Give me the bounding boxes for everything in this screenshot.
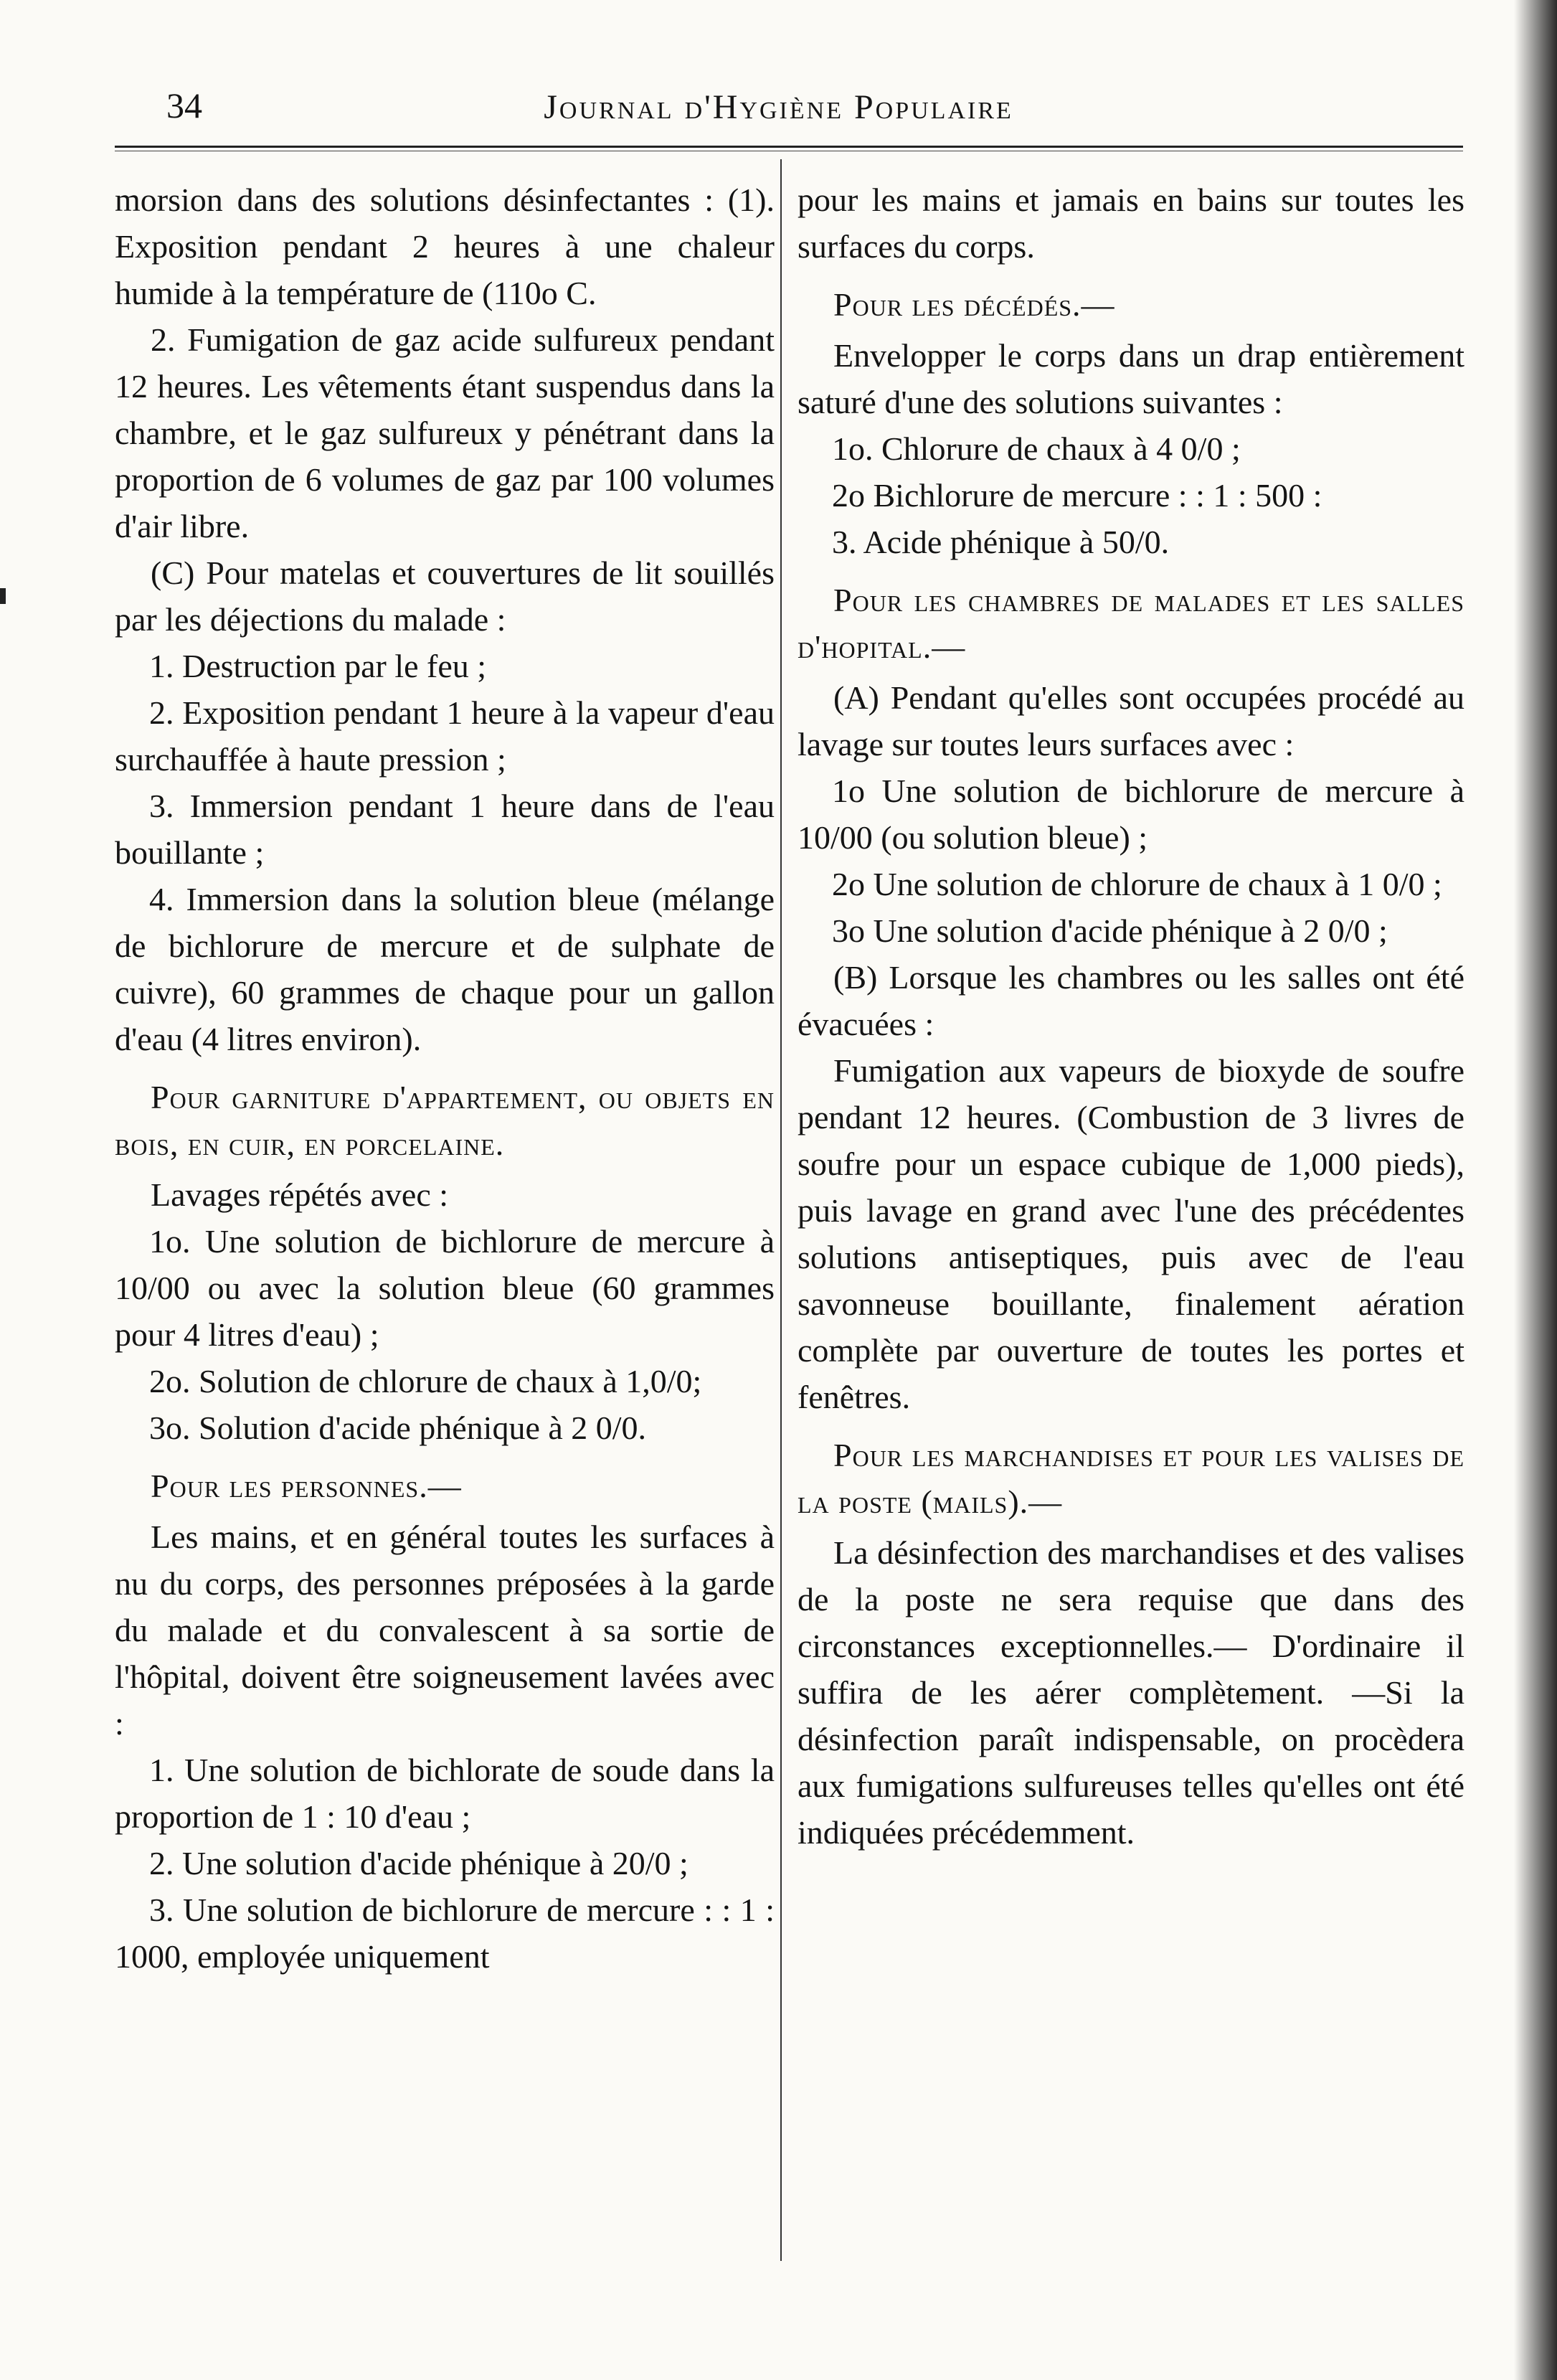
list-item: 1o. Une solution de bichlorure de mercure à 10/00 ou avec la solution bleue (60 grammes pour 4 litres d'eau) ; xyxy=(115,1223,775,1353)
list-item: 3. Une solution de bichlorure de mercure : : 1 : 1000, employée uniquement xyxy=(115,1892,775,1975)
paragraph: (B) Lorsque les chambres ou les salles ont été évacuées : xyxy=(798,959,1464,1042)
scan-edge-shadow xyxy=(1514,0,1557,2380)
page-number: 34 xyxy=(166,85,202,126)
column-divider xyxy=(780,159,782,2261)
paragraph: pour les mains et jamais en bains sur toutes les surfaces du corps. xyxy=(798,181,1464,265)
paragraph: Envelopper le corps dans un drap entièrement saturé d'une des solutions suivantes : xyxy=(798,337,1464,420)
list-item: 3o Une solution d'acide phénique à 2 0/0 ; xyxy=(832,912,1388,949)
list-item: 2. Exposition pendant 1 heure à la vapeur d'eau surchauffée à haute pression ; xyxy=(115,694,775,778)
paragraph: 2. Fumigation de gaz acide sulfureux pendant 12 heures. Les vêtements étant suspendus dans la chambre, et le gaz sulfureux y pénétrant dans la proportion de 6 volumes de gaz par 100 volumes d'air libre. xyxy=(115,321,775,544)
section-heading: Pour les personnes.— xyxy=(151,1468,462,1504)
section-heading: Pour garniture d'appartement, ou objets en bois, en cuir, en porcelaine. xyxy=(115,1079,775,1162)
list-item: 1o Une solution de bichlorure de mercure à 10/00 (ou solution bleue) ; xyxy=(798,773,1464,856)
scan-mark xyxy=(0,588,6,604)
list-item: 1. Destruction par le feu ; xyxy=(149,648,487,684)
list-item: 3. Acide phénique à 50/0. xyxy=(832,524,1170,560)
header-rule xyxy=(115,146,1463,151)
paragraph: Fumigation aux vapeurs de bioxyde de soufre pendant 12 heures. (Combustion de 3 livres de soufre pour un espace cubique de 1,000 pieds), puis lavage en grand avec l'une des précédentes solutions antiseptiques, puis avec de l'eau savonneuse bouillante, finalement aération complète par ouverture de toutes les portes et fenêtres. xyxy=(798,1052,1464,1415)
right-column xyxy=(798,176,1464,1856)
running-head: Journal d'Hygiène Populaire xyxy=(544,88,1013,126)
list-item: 1. Une solution de bichlorate de soude dans la proportion de 1 : 10 d'eau ; xyxy=(115,1752,775,1835)
paragraph: Les mains, et en général toutes les surfaces à nu du corps, des personnes préposées à la garde du malade et du convalescent à sa sortie de l'hôpital, doivent être soigneusement lavées avec : xyxy=(115,1519,775,1742)
paragraph: morsion dans des solutions désinfectantes : (1). Exposition pendant 2 heures à une chaleur humide à la température de (110o C. xyxy=(115,181,775,311)
paragraph: (A) Pendant qu'elles sont occupées procédé au lavage sur toutes leurs surfaces avec : xyxy=(798,679,1464,762)
left-column xyxy=(115,176,775,1980)
paragraph: La désinfection des marchandises et des valises de la poste ne sera requise que dans des circonstances exceptionnelles.— D'ordinaire il suffira de les aérer complètement. —Si la désinfection paraît indispensable, on procèdera aux fumigations sulfureuses telles qu'elles ont été indiquées précédemment. xyxy=(798,1534,1464,1851)
list-item: 2o Bichlorure de mercure : : 1 : 500 : xyxy=(832,477,1322,514)
list-item: 2o. Solution de chlorure de chaux à 1,0/0; xyxy=(149,1363,702,1399)
list-item: 2. Une solution d'acide phénique à 20/0 ; xyxy=(149,1845,688,1881)
list-item: 4. Immersion dans la solution bleue (mélange de bichlorure de mercure et de sulphate de cuivre), 60 grammes de chaque pour un gallon d'eau (4 litres environ). xyxy=(115,881,775,1057)
section-heading: Pour les chambres de malades et les salles d'hopital.— xyxy=(798,582,1464,665)
paragraph: (C) Pour matelas et couvertures de lit souillés par les déjections du malade : xyxy=(115,554,775,638)
paragraph: Lavages répétés avec : xyxy=(151,1176,449,1213)
section-heading: Pour les décédés.— xyxy=(833,286,1115,323)
list-item: 3. Immersion pendant 1 heure dans de l'eau bouillante ; xyxy=(115,788,775,871)
list-item: 2o Une solution de chlorure de chaux à 1 0/0 ; xyxy=(832,866,1442,902)
section-heading: Pour les marchandises et pour les valises de la poste (mails).— xyxy=(798,1437,1464,1520)
list-item: 3o. Solution d'acide phénique à 2 0/0. xyxy=(149,1409,647,1446)
list-item: 1o. Chlorure de chaux à 4 0/0 ; xyxy=(832,430,1241,467)
